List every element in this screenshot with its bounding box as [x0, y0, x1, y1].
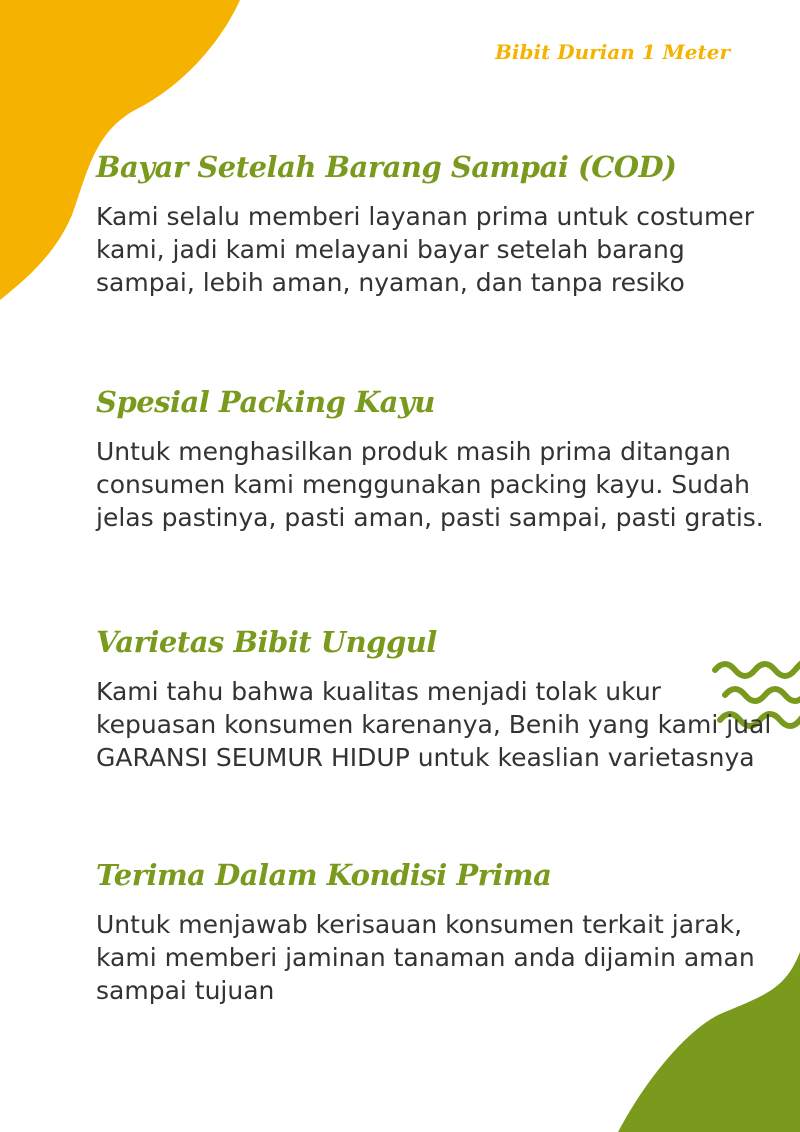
section-title: Terima Dalam Kondisi Prima — [96, 858, 552, 892]
section-varietas — [96, 625, 776, 774]
section-title: Bayar Setelah Barang Sampai (COD) — [96, 150, 677, 184]
section-kondisi — [96, 858, 776, 1007]
section-body: Untuk menjawab kerisauan konsumen terkait jarak, kami memberi jaminan tanaman anda dijamin aman sampai tujuan — [96, 910, 755, 1005]
section-title: Varietas Bibit Unggul — [96, 625, 437, 659]
section-packing — [96, 385, 776, 534]
section-body: Kami selalu memberi layanan prima untuk costumer kami, jadi kami melayani bayar setelah barang sampai, lebih aman, nyaman, dan tanpa resiko — [96, 202, 754, 297]
section-cod — [96, 150, 776, 299]
header-title: Bibit Durian 1 Meter — [494, 40, 730, 64]
section-body: Kami tahu bahwa kualitas menjadi tolak ukur kepuasan konsumen karenanya, Benih yang kami jual GARANSI SEUMUR HIDUP untuk keaslian varietasnya — [96, 677, 772, 772]
section-title: Spesial Packing Kayu — [96, 385, 435, 419]
section-body: Untuk menghasilkan produk masih prima ditangan consumen kami menggunakan packing kayu. Sudah jelas pastinya, pasti aman, pasti sampai, pasti gratis. — [96, 437, 764, 532]
